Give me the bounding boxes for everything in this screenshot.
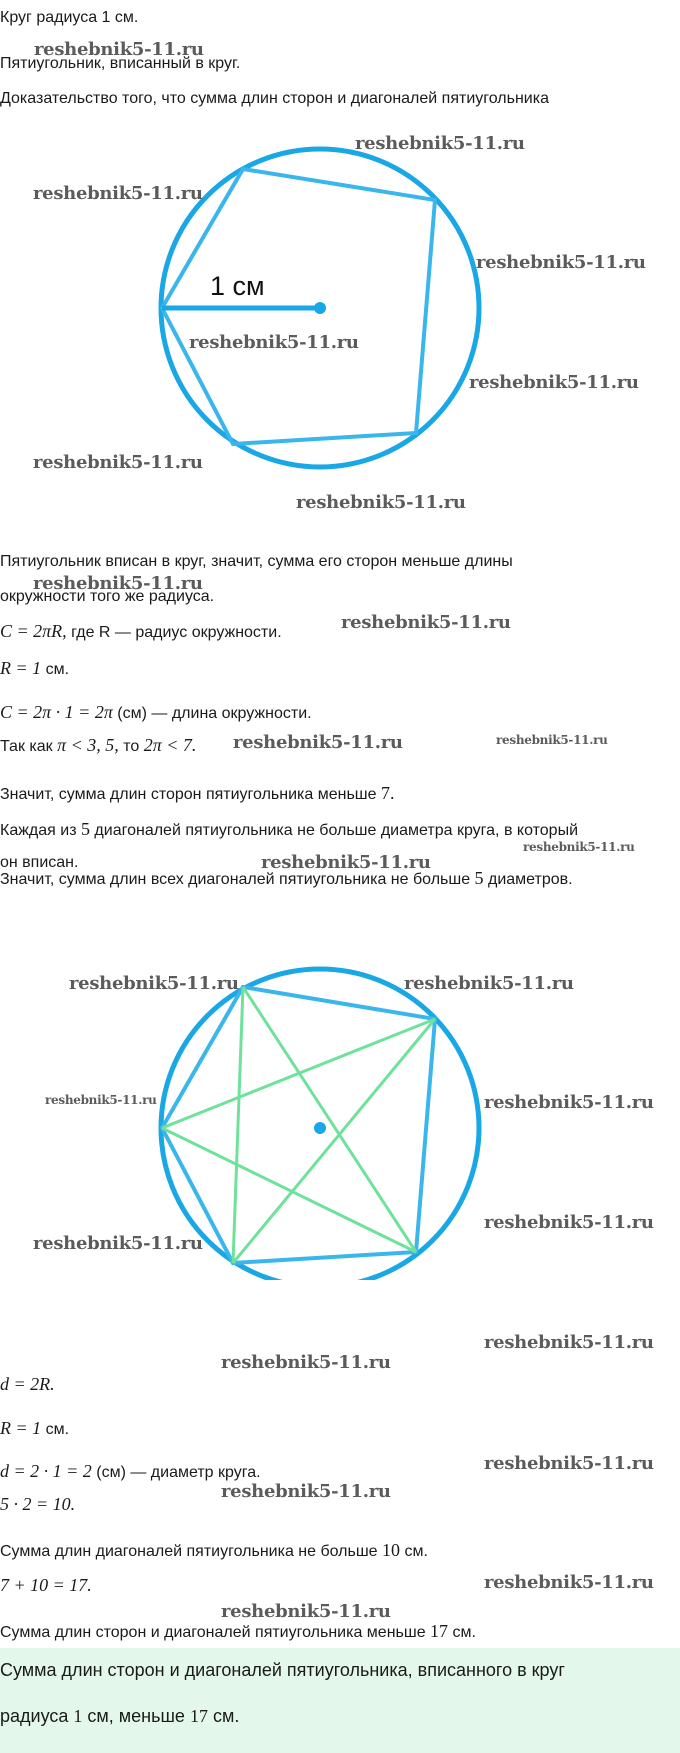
watermark: reshebnik5-11.ru xyxy=(233,732,403,753)
watermark: reshebnik5-11.ru xyxy=(469,372,639,393)
watermark: reshebnik5-11.ru xyxy=(341,612,511,633)
text-line-11 xyxy=(0,819,578,841)
watermark: reshebnik5-11.ru xyxy=(189,332,359,353)
answer-line-2-num1: 1 xyxy=(73,1706,83,1726)
watermark: reshebnik5-11.ru xyxy=(404,973,574,994)
answer-line-1-text: Сумма длин сторон и диагоналей пятиугольника, вписанного в круг xyxy=(0,1660,565,1680)
text-line-18-num: 10 xyxy=(382,1540,401,1560)
answer-box xyxy=(0,1648,680,1753)
text-line-6-text: где R — радиус окружности. xyxy=(66,624,282,641)
text-line-6 xyxy=(0,621,282,643)
watermark: reshebnik5-11.ru xyxy=(33,452,203,473)
text-line-9-a: Так как xyxy=(0,738,58,755)
watermark: reshebnik5-11.ru xyxy=(34,39,204,60)
formula-radius: R = 1 xyxy=(0,658,42,678)
watermark: reshebnik5-11.ru xyxy=(484,1092,654,1113)
diagonal-1 xyxy=(243,987,416,1252)
text-line-4-text: Пятиугольник вписан в круг, значит, сумма его сторон меньше длины xyxy=(0,553,513,570)
watermark: reshebnik5-11.ru xyxy=(484,1212,654,1233)
text-line-12-text: он вписан. xyxy=(0,854,79,871)
watermark: reshebnik5-11.ru xyxy=(496,733,608,747)
watermark: reshebnik5-11.ru xyxy=(33,183,203,204)
watermark: reshebnik5-11.ru xyxy=(484,1453,654,1474)
watermark: reshebnik5-11.ru xyxy=(484,1332,654,1353)
text-line-20-b: см. xyxy=(448,1624,476,1641)
text-line-20 xyxy=(0,1621,476,1643)
answer-line-2-a: радиуса xyxy=(0,1706,74,1726)
text-line-11-a: Каждая из xyxy=(0,822,81,839)
intro-line-3-text: Доказательство того, что сумма длин сторон и диагоналей пятиугольника xyxy=(0,90,549,107)
text-line-15 xyxy=(0,1418,69,1440)
text-line-16-text: (см) — диаметр круга. xyxy=(91,1464,261,1481)
formula-circumference: C = 2πR, xyxy=(0,621,67,641)
text-line-11-b: диагоналей пятиугольника не больше диаметра круга, в который xyxy=(89,822,578,839)
intro-line-2-text: Пятиугольник, вписанный в круг. xyxy=(0,55,241,72)
answer-line-2 xyxy=(0,1706,239,1727)
watermark: reshebnik5-11.ru xyxy=(33,1233,203,1254)
formula-diagonals-sum: 5 · 2 = 10. xyxy=(0,1494,76,1514)
watermark: reshebnik5-11.ru xyxy=(221,1481,391,1502)
text-line-10-a: Значит, сумма длин сторон пятиугольника меньше xyxy=(0,786,381,803)
text-line-16 xyxy=(0,1461,261,1483)
text-line-10-num: 7. xyxy=(380,783,395,803)
answer-line-2-num2: 17 xyxy=(189,1706,208,1726)
watermark: reshebnik5-11.ru xyxy=(221,1352,391,1373)
diagonal-4 xyxy=(162,1019,435,1128)
intro-line-1-text: Круг радиуса 1 см. xyxy=(0,9,139,26)
watermark: reshebnik5-11.ru xyxy=(221,1601,391,1622)
watermark: reshebnik5-11.ru xyxy=(296,492,466,513)
text-line-11-num: 5 xyxy=(80,819,90,839)
text-line-8-text: (см) — длина окружности. xyxy=(112,705,312,722)
text-line-9 xyxy=(0,735,196,757)
text-line-7-text: см. xyxy=(41,661,70,678)
text-line-13-a: Значит, сумма длин всех диагоналей пятиугольника не больше xyxy=(0,871,475,888)
text-line-14 xyxy=(0,1374,55,1396)
text-line-7 xyxy=(0,658,69,680)
text-line-20-num: 17 xyxy=(430,1621,449,1641)
text-line-13-b: диаметров. xyxy=(483,871,573,888)
answer-line-2-c: см. xyxy=(207,1706,240,1726)
answer-line-2-b: см, меньше xyxy=(82,1706,190,1726)
text-line-18-a: Сумма длин диагоналей пятиугольника не больше xyxy=(0,1543,383,1560)
radius-label: 1 см xyxy=(210,271,265,301)
text-line-19 xyxy=(0,1575,92,1597)
formula-total-sum: 7 + 10 = 17. xyxy=(0,1575,92,1595)
intro-line-1 xyxy=(0,8,138,28)
watermark: reshebnik5-11.ru xyxy=(484,1572,654,1593)
formula-circumference-value: C = 2π · 1 = 2π xyxy=(0,702,113,722)
text-line-13-num: 5 xyxy=(474,868,484,888)
text-line-18-b: см. xyxy=(400,1543,428,1560)
text-line-9-b: то xyxy=(118,738,144,755)
text-line-5-text: окружности того же радиуса. xyxy=(0,588,215,605)
formula-radius-2: R = 1 xyxy=(0,1418,42,1438)
watermark: reshebnik5-11.ru xyxy=(261,852,431,873)
formula-diameter: d = 2R. xyxy=(0,1374,55,1394)
formula-pi-bound: π < 3, 5, xyxy=(57,735,119,755)
diagonal-2 xyxy=(233,987,243,1263)
watermark: reshebnik5-11.ru xyxy=(355,133,525,154)
center-point xyxy=(314,302,326,314)
text-line-10 xyxy=(0,783,394,805)
answer-line-1 xyxy=(0,1660,565,1681)
text-line-17 xyxy=(0,1494,75,1516)
text-line-18 xyxy=(0,1540,428,1562)
watermark: reshebnik5-11.ru xyxy=(33,573,203,594)
text-line-15-text: см. xyxy=(41,1421,70,1438)
watermark: reshebnik5-11.ru xyxy=(69,973,239,994)
watermark: reshebnik5-11.ru xyxy=(476,252,646,273)
text-line-8 xyxy=(0,702,312,724)
formula-2pi-bound: 2π < 7. xyxy=(143,735,197,755)
watermark: reshebnik5-11.ru xyxy=(45,1093,157,1107)
watermark: reshebnik5-11.ru xyxy=(523,840,635,854)
text-line-20-a: Сумма длин сторон и диагоналей пятиугольника меньше xyxy=(0,1624,431,1641)
formula-diameter-value: d = 2 · 1 = 2 xyxy=(0,1461,92,1481)
text-line-4 xyxy=(0,552,513,572)
center-point-2 xyxy=(314,1122,326,1134)
diagonal-3 xyxy=(233,1019,435,1263)
pentagon-2 xyxy=(162,987,435,1263)
